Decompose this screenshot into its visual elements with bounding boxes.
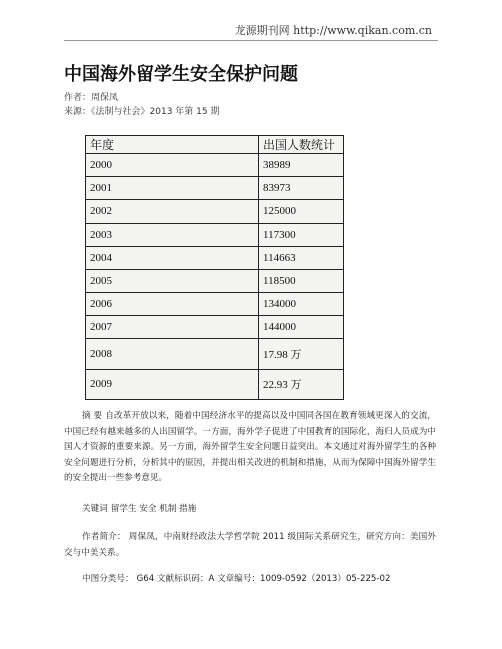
classification-text: G64 文献标识码：A 文章编号：1009-0592（2013）05-225-02 [136,574,391,584]
year-cell: 2000 [86,154,259,177]
table-row [86,339,344,369]
count-cell: 134000 [259,293,344,316]
site-source-line: 龙源期刊网 http://www.qikan.com.cn [234,24,432,37]
table-row [86,246,344,269]
count-cell: 83973 [259,177,344,200]
keywords-label: 关键词 [82,504,108,514]
keywords-paragraph [64,502,436,518]
table-row [86,200,344,223]
table-row [86,177,344,200]
article-title: 中国海外留学生安全保护问题 [64,64,298,85]
author-bio-paragraph [64,530,436,561]
table-row [86,223,344,246]
table-row [86,316,344,339]
count-cell: 125000 [259,200,344,223]
table-header-year: 年度 [86,136,259,154]
classification-paragraph [64,572,436,588]
author-label: 作者： [64,93,92,103]
year-cell: 2001 [86,177,259,200]
header-divider [64,40,438,41]
count-cell: 114663 [259,246,344,269]
table-row [86,293,344,316]
count-cell: 22.93 万 [259,369,344,399]
count-cell: 118500 [259,269,344,292]
classification-label: 中图分类号： [82,574,134,584]
table-header-count: 出国人数统计 [259,136,344,154]
table-row [86,369,344,399]
year-cell: 2004 [86,246,259,269]
table-row [86,154,344,177]
author-line [64,90,118,103]
source-label: 来源： [64,107,92,117]
abstract-label: 摘 要 [82,411,103,421]
year-cell: 2006 [86,293,259,316]
table-header-row [86,136,344,154]
year-cell: 2007 [86,316,259,339]
bio-label: 作者简介： [82,532,126,542]
year-cell: 2002 [86,200,259,223]
author-name: 周保凤 [91,93,119,103]
bio-text: 周保凤，中南财经政法大学哲学院 2011 级国际关系研究生，研究方向：美国外交与中美关系。 [64,532,436,558]
year-cell: 2003 [86,223,259,246]
year-cell: 2009 [86,369,259,399]
count-cell: 17.98 万 [259,339,344,369]
count-cell: 144000 [259,316,344,339]
year-cell: 2005 [86,269,259,292]
statistics-table [85,135,344,400]
source-value: 《法制与社会》2013 年第 15 期 [91,107,220,117]
count-cell: 38989 [259,154,344,177]
source-line [64,104,219,117]
year-cell: 2008 [86,339,259,369]
table-row [86,269,344,292]
keywords-text: 留学生 安全 机制 措施 [110,504,197,514]
abstract-paragraph [64,409,436,487]
statistics-table-image [85,135,344,400]
count-cell: 117300 [259,223,344,246]
abstract-text: 自改革开放以来，随着中国经济水平的提高以及中国同各国在教育领域更深入的交流，中国已经有越来越多的人出国留学。一方面，海外学子促进了中国教育的国际化，海归人员成为中国人才资源的重要来源。另一方面，海外留学生安全问题日益突出。本文通过对海外留学生的各种安全问题进行分析，分析其中的原因，并提出相关改进的机制和措施，从而为保障中国海外留学生的安全提出一些参考意见。 [64,411,436,483]
